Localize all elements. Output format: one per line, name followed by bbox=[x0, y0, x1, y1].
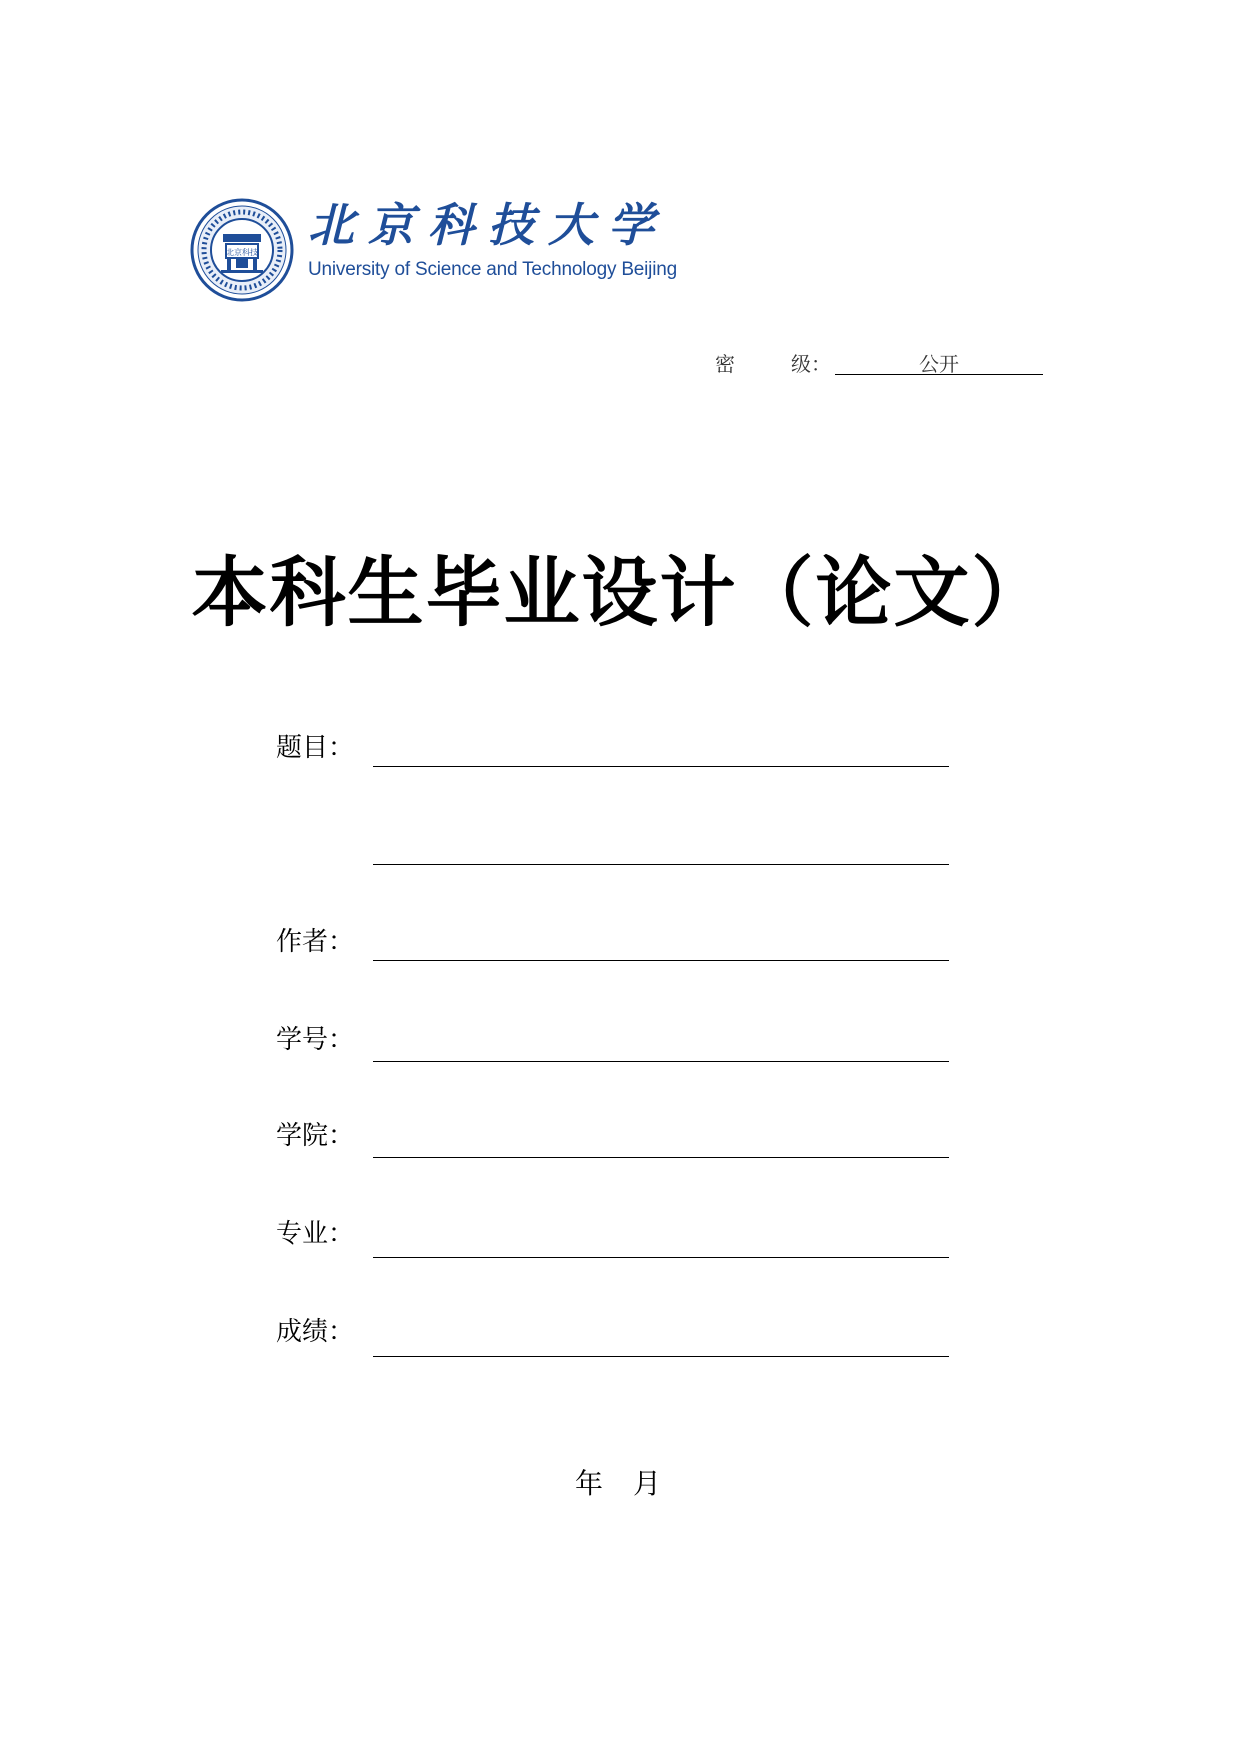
field-label-grade: 成绩： bbox=[276, 1317, 355, 1347]
classification-label-1: 密 bbox=[715, 352, 735, 376]
field-line-student-id[interactable] bbox=[373, 1061, 949, 1062]
field-line-title[interactable] bbox=[373, 766, 949, 767]
university-name-cn: 北京科技大学 bbox=[308, 198, 668, 252]
university-emblem-icon bbox=[190, 198, 294, 302]
field-line-major[interactable] bbox=[373, 1257, 949, 1258]
field-line-grade[interactable] bbox=[373, 1356, 949, 1357]
field-line-author[interactable] bbox=[373, 960, 949, 961]
classification-label-2: 级： bbox=[791, 352, 831, 376]
field-label-title: 题目： bbox=[276, 733, 355, 763]
emblem-center-text: 北京科技 bbox=[226, 248, 258, 257]
university-logo bbox=[190, 195, 690, 305]
field-line-title-2[interactable] bbox=[373, 864, 949, 865]
university-name-en: University of Science and Technology Beijing bbox=[308, 259, 677, 280]
field-line-college[interactable] bbox=[373, 1157, 949, 1158]
classification-value: 公开 bbox=[835, 348, 1043, 375]
date-month-label: 月 bbox=[633, 1467, 662, 1500]
field-label-author: 作者： bbox=[276, 927, 355, 957]
date-year-label: 年 bbox=[575, 1467, 604, 1500]
page-title: 本科生毕业设计（论文） bbox=[191, 548, 1050, 637]
field-label-major: 专业： bbox=[276, 1219, 355, 1249]
field-label-student-id: 学号： bbox=[276, 1025, 355, 1055]
field-label-college: 学院： bbox=[276, 1121, 355, 1151]
